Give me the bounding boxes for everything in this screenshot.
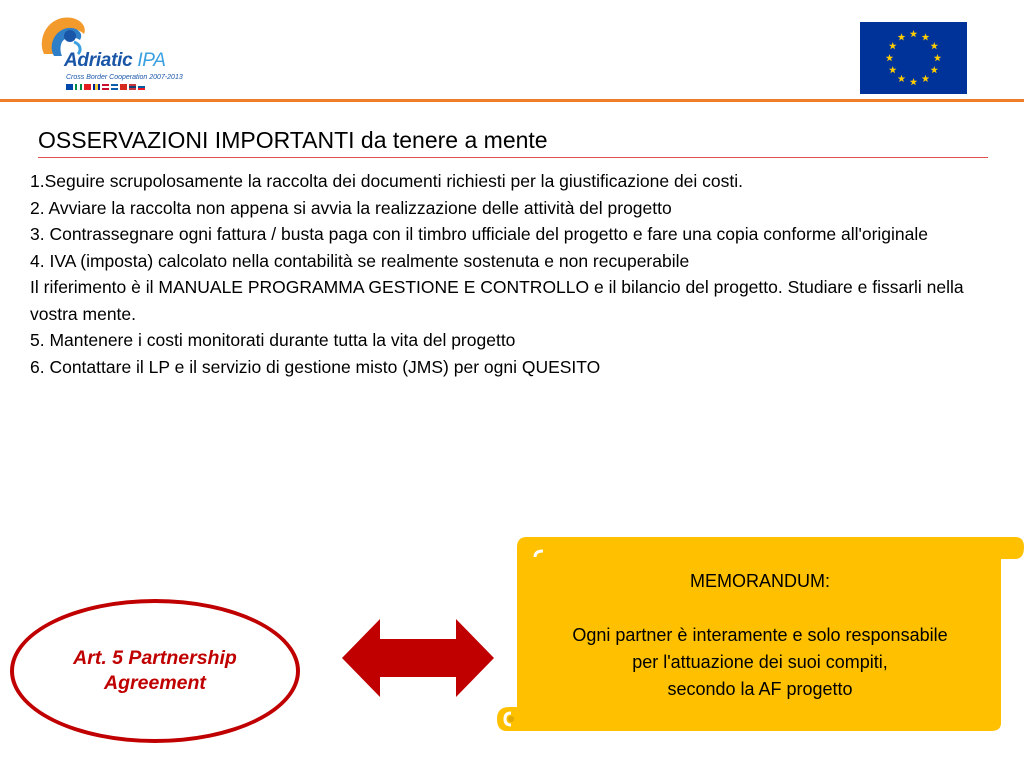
eu-flag-icon xyxy=(860,22,967,94)
list-item: 1.Seguire scrupolosamente la raccolta dei documenti richiesti per la giustificazione dei costi. xyxy=(30,171,744,191)
list-item: 4. IVA (imposta) calcolato nella contabilità se realmente sostenuta e non recuperabile xyxy=(30,250,690,271)
title-underline xyxy=(38,157,988,158)
list-item: Il riferimento è il MANUALE PROGRAMMA GESTIONE E CONTROLLO e il bilancio del progetto. Studiare e fissarli nella vostra mente. xyxy=(30,277,964,324)
partnership-agreement-ellipse xyxy=(10,599,300,743)
adriatic-ipa-logo xyxy=(34,12,183,92)
double-arrow-icon xyxy=(340,617,496,699)
slide-title: OSSERVAZIONI IMPORTANTI da tenere a mente xyxy=(38,127,548,153)
header-divider xyxy=(0,99,1024,102)
memorandum-line: per l'attuazione dei suoi compiti, xyxy=(632,652,888,672)
list-item: 3. Contrassegnare ogni fattura / busta paga con il timbro ufficiale del progetto e fare una copia conforme all'originale xyxy=(30,224,929,244)
memorandum-heading: MEMORANDUM: xyxy=(690,571,830,591)
partnership-agreement-label: Art. 5 Partnership Agreement xyxy=(73,647,237,694)
list-item: 2. Avviare la raccolta non appena si avvia la realizzazione delle attività del progetto xyxy=(30,197,672,218)
partner-flags-icon xyxy=(66,84,166,90)
memorandum-text xyxy=(518,568,1002,703)
observations-list xyxy=(30,168,995,380)
list-item: 5. Mantenere i costi monitorati durante tutta la vita del progetto xyxy=(30,330,516,350)
logo-subtitle: Cross Border Cooperation 2007-2013 xyxy=(66,74,183,81)
memorandum-line: Ogni partner è interamente e solo responsabile xyxy=(572,625,948,645)
list-item: 6. Contattare il LP e il servizio di gestione misto (JMS) per ogni QUESITO xyxy=(30,356,601,377)
logo-wordmark: Adriatic IPA xyxy=(64,50,166,71)
memorandum-line: secondo la AF progetto xyxy=(667,679,853,699)
